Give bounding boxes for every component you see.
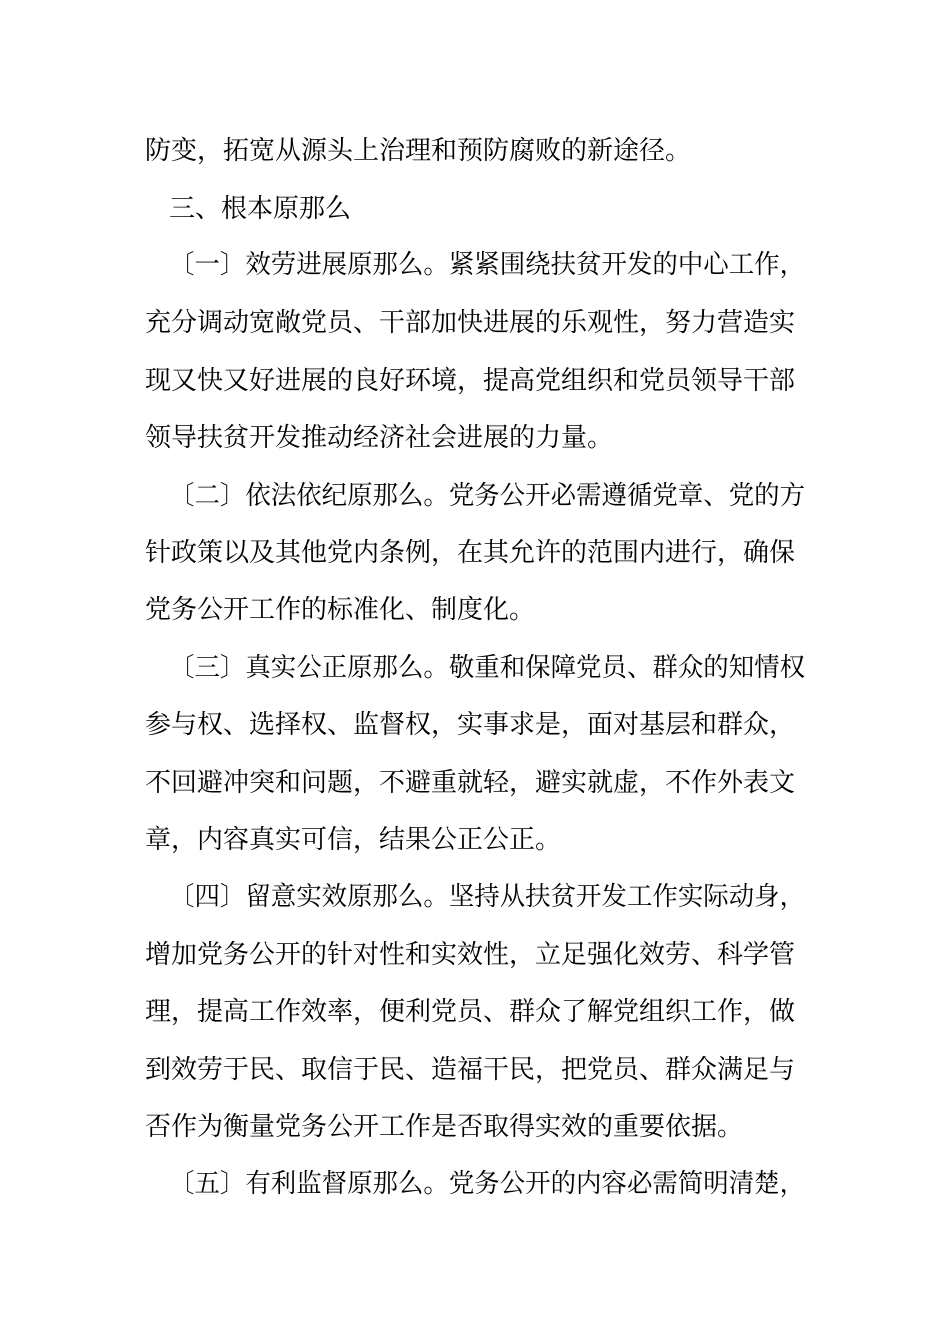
text-line: 防变，拓宽从源头上治理和预防腐败的新途径。 (145, 136, 692, 166)
text-line: 领导扶贫开发推动经济社会进展的力量。 (145, 423, 614, 453)
text-line: 否作为衡量党务公开工作是否取得实效的重要依据。 (145, 1112, 744, 1142)
text-line: 增加党务公开的针对性和实效性，立足强化效劳、科学管 (145, 940, 796, 970)
text-line: 理，提高工作效率，便利党员、群众了解党组织工作，做 (145, 997, 796, 1027)
text-line: 〔二〕依法依纪原那么。党务公开必需遵循党章、党的方 (169, 481, 806, 511)
section-heading: 三、根本原那么 (169, 194, 352, 224)
text-line: 〔四〕留意实效原那么。坚持从扶贫开发工作实际动身， (169, 882, 806, 912)
text-line: 充分调动宽敞党员、干部加快进展的乐观性，努力营造实 (145, 308, 796, 338)
text-line: 〔五〕有利监督原那么。党务公开的内容必需简明清楚， (169, 1169, 806, 1199)
text-line: 章，内容真实可信，结果公正公正。 (145, 825, 562, 855)
text-line: 〔一〕效劳进展原那么。紧紧围绕扶贫开发的中心工作， (169, 250, 806, 280)
text-line: 现又快又好进展的良好环境，提高党组织和党员领导干部 (145, 366, 796, 396)
text-line: 〔三〕真实公正原那么。敬重和保障党员、群众的知情权 (169, 653, 806, 683)
text-line: 针政策以及其他党内条例，在其允许的范围内进行，确保 (145, 538, 796, 568)
text-line: 到效劳于民、取信于民、造福干民，把党员、群众满足与 (145, 1055, 796, 1085)
text-line: 不回避冲突和问题，不避重就轻，避实就虚，不作外表文 (145, 768, 796, 798)
text-line: 参与权、选择权、监督权，实事求是，面对基层和群众， (145, 710, 796, 740)
text-line: 党务公开工作的标准化、制度化。 (145, 595, 536, 625)
